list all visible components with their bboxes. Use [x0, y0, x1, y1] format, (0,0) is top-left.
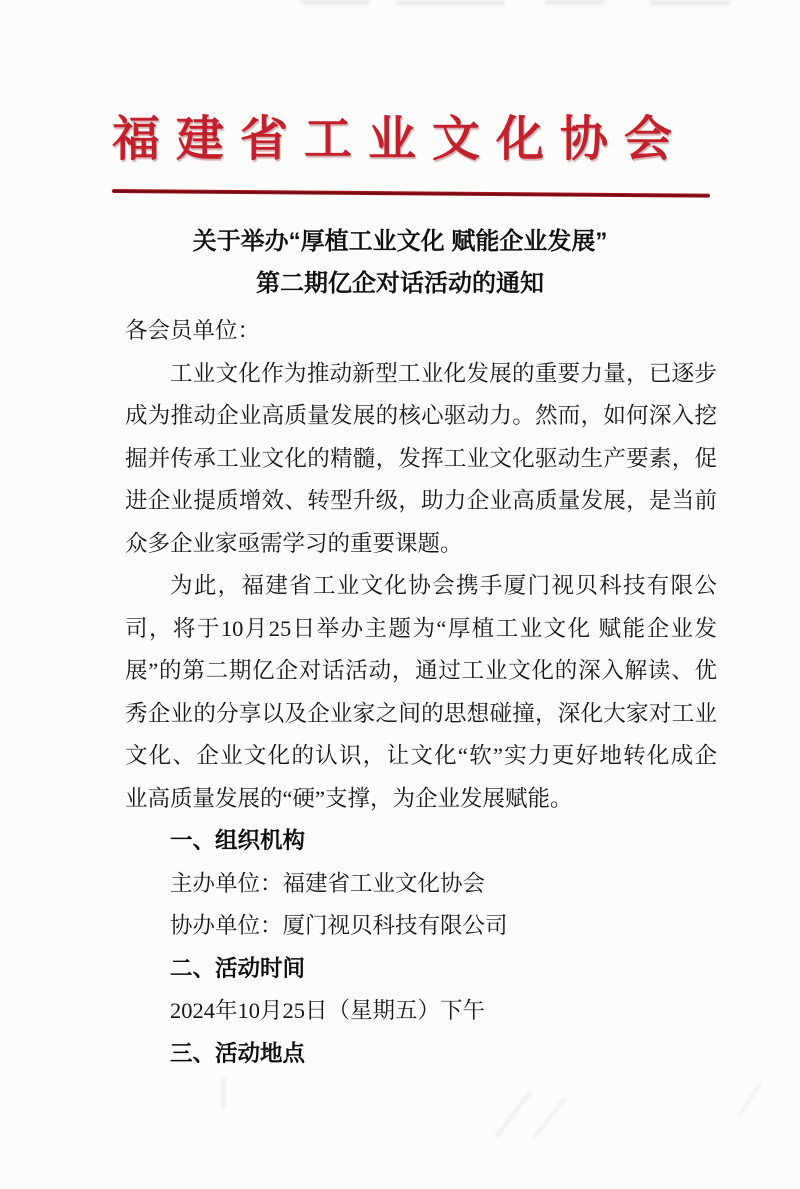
scan-artifact	[494, 1090, 532, 1138]
scan-artifact	[532, 1097, 566, 1140]
body-line: 为此，福建省工业文化协会携手厦门视贝科技有限公	[170, 573, 717, 598]
body-line: 掘并传承工业文化的精髓，发挥工业文化驱动生产要素，促	[125, 445, 717, 471]
section-heading: 二、活动时间	[170, 955, 306, 981]
body-line: 进企业提质增效、转型升级，助力企业高质量发展，是当前	[125, 488, 717, 513]
body-line: 司，将于10月25日举办主题为“厚植工业文化 赋能企业发	[125, 615, 717, 641]
section-line: 协办单位：厦门视贝科技有限公司	[170, 913, 508, 938]
scan-artifact	[738, 1082, 762, 1118]
org-name: 福建省工业文化协会	[111, 113, 688, 166]
notice-title	[0, 221, 800, 305]
section-heading: 三、活动地点	[170, 1040, 306, 1066]
letterhead-divider	[112, 189, 710, 198]
scan-artifact	[222, 1078, 225, 1108]
salutation: 各会员单位：	[125, 318, 261, 343]
scan-artifact	[395, 1, 505, 5]
body-line: 文化、企业文化的认识，让文化“软”实力更好地转化成企	[125, 743, 717, 768]
section-line: 2024年10月25日（星期五）下午	[170, 998, 486, 1023]
body-line: 秀企业的分享以及企业家之间的思想碰撞，深化大家对工业	[125, 700, 717, 726]
body-line: 工业文化作为推动新型工业化发展的重要力量，已逐步	[170, 360, 717, 386]
scan-artifact	[545, 0, 605, 4]
notice-body	[125, 310, 717, 1075]
body-line: 成为推动企业高质量发展的核心驱动力。然而，如何深入挖	[125, 403, 717, 428]
scan-artifact	[300, 0, 370, 4]
body-line: 展”的第二期亿企对话活动，通过工业文化的深入解读、优	[125, 658, 717, 683]
notice-title-line2: 第二期亿企对话活动的通知	[256, 270, 544, 297]
section-heading: 一、组织机构	[170, 828, 306, 853]
section-line: 主办单位：福建省工业文化协会	[170, 870, 486, 896]
scan-artifact	[650, 1, 730, 5]
body-line: 众多企业家亟需学习的重要课题。	[125, 530, 463, 556]
body-line: 业高质量发展的“硬”支撑，为企业发展赋能。	[125, 785, 573, 811]
notice-title-line1: 关于举办“厚植工业文化 赋能企业发展”	[192, 228, 608, 255]
